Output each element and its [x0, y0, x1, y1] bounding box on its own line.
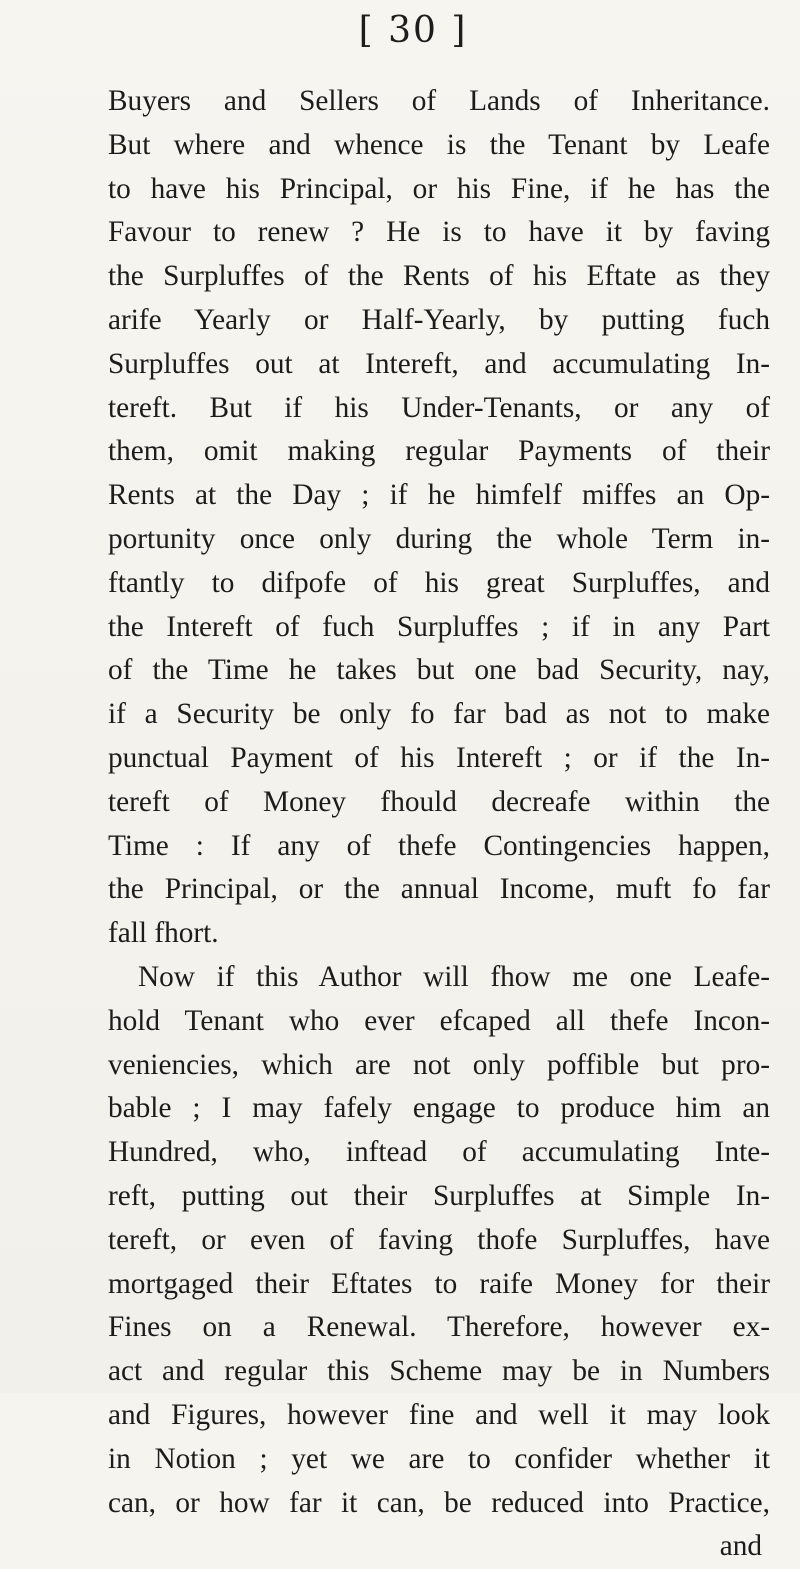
text-line: mortgaged their Eftates to raife Money for their	[108, 1267, 770, 1300]
text-line: and Figures, however fine and well it may look	[108, 1398, 770, 1431]
text-line: hold Tenant who ever efcaped all thefe Incon-	[108, 1004, 770, 1037]
text-line: the Principal, or the annual Income, muft fo far	[108, 873, 770, 906]
text-line: of the Time he takes but one bad Security, nay,	[108, 654, 770, 687]
text-line: Favour to renew ? He is to have it by faving	[108, 216, 770, 249]
text-line: But where and whence is the Tenant by Leafe	[108, 128, 770, 161]
text-line: can, or how far it can, be reduced into Practice,	[108, 1486, 770, 1519]
text-line: reft, putting out their Surpluffes at Simple In-	[108, 1179, 770, 1212]
text-line: the Intereft of fuch Surpluffes ; if in any Part	[108, 610, 770, 643]
text-line: the Surpluffes of the Rents of his Eftate as they	[108, 260, 770, 293]
page-number: [ 30 ]	[358, 10, 468, 51]
text-line: Time : If any of thefe Contingencies happen,	[108, 829, 770, 862]
text-line: fall fhort.	[108, 917, 219, 950]
text-line: them, omit making regular Payments of their	[108, 435, 770, 468]
text-line: punctual Payment of his Intereft ; or if the In-	[108, 741, 770, 774]
text-line: Now if this Author will fhow me one Leafe-	[138, 960, 770, 993]
text-line: Buyers and Sellers of Lands of Inheritance.	[108, 85, 770, 117]
body-text	[108, 80, 770, 1569]
text-line: act and regular this Scheme may be in Numbers	[108, 1355, 770, 1388]
text-line: to have his Principal, or his Fine, if he has the	[108, 172, 770, 205]
text-line: arife Yearly or Half-Yearly, by putting fuch	[108, 303, 770, 336]
text-line: portunity once only during the whole Term in-	[108, 522, 770, 555]
text-line: veniencies, which are not only poffible but pro-	[108, 1048, 770, 1081]
text-line: tereft of Money fhould decreafe within the	[108, 785, 770, 818]
text-line: ftantly to difpofe of his great Surpluffes, and	[108, 566, 770, 599]
text-line: Fines on a Renewal. Therefore, however ex-	[108, 1311, 770, 1344]
catchword: and	[719, 1530, 762, 1563]
text-line: Surpluffes out at Intereft, and accumulating In-	[108, 347, 770, 380]
text-line: if a Security be only fo far bad as not to make	[108, 698, 770, 731]
text-line: tereft. But if his Under-Tenants, or any of	[108, 391, 770, 424]
text-line: bable ; I may fafely engage to produce him an	[108, 1092, 770, 1125]
text-line: in Notion ; yet we are to confider whether it	[108, 1442, 770, 1475]
text-line: Hundred, who, inftead of accumulating Inte-	[108, 1136, 770, 1169]
text-line: tereft, or even of faving thofe Surpluffes, have	[108, 1223, 770, 1256]
text-line: Rents at the Day ; if he himfelf miffes an Op-	[108, 479, 770, 512]
